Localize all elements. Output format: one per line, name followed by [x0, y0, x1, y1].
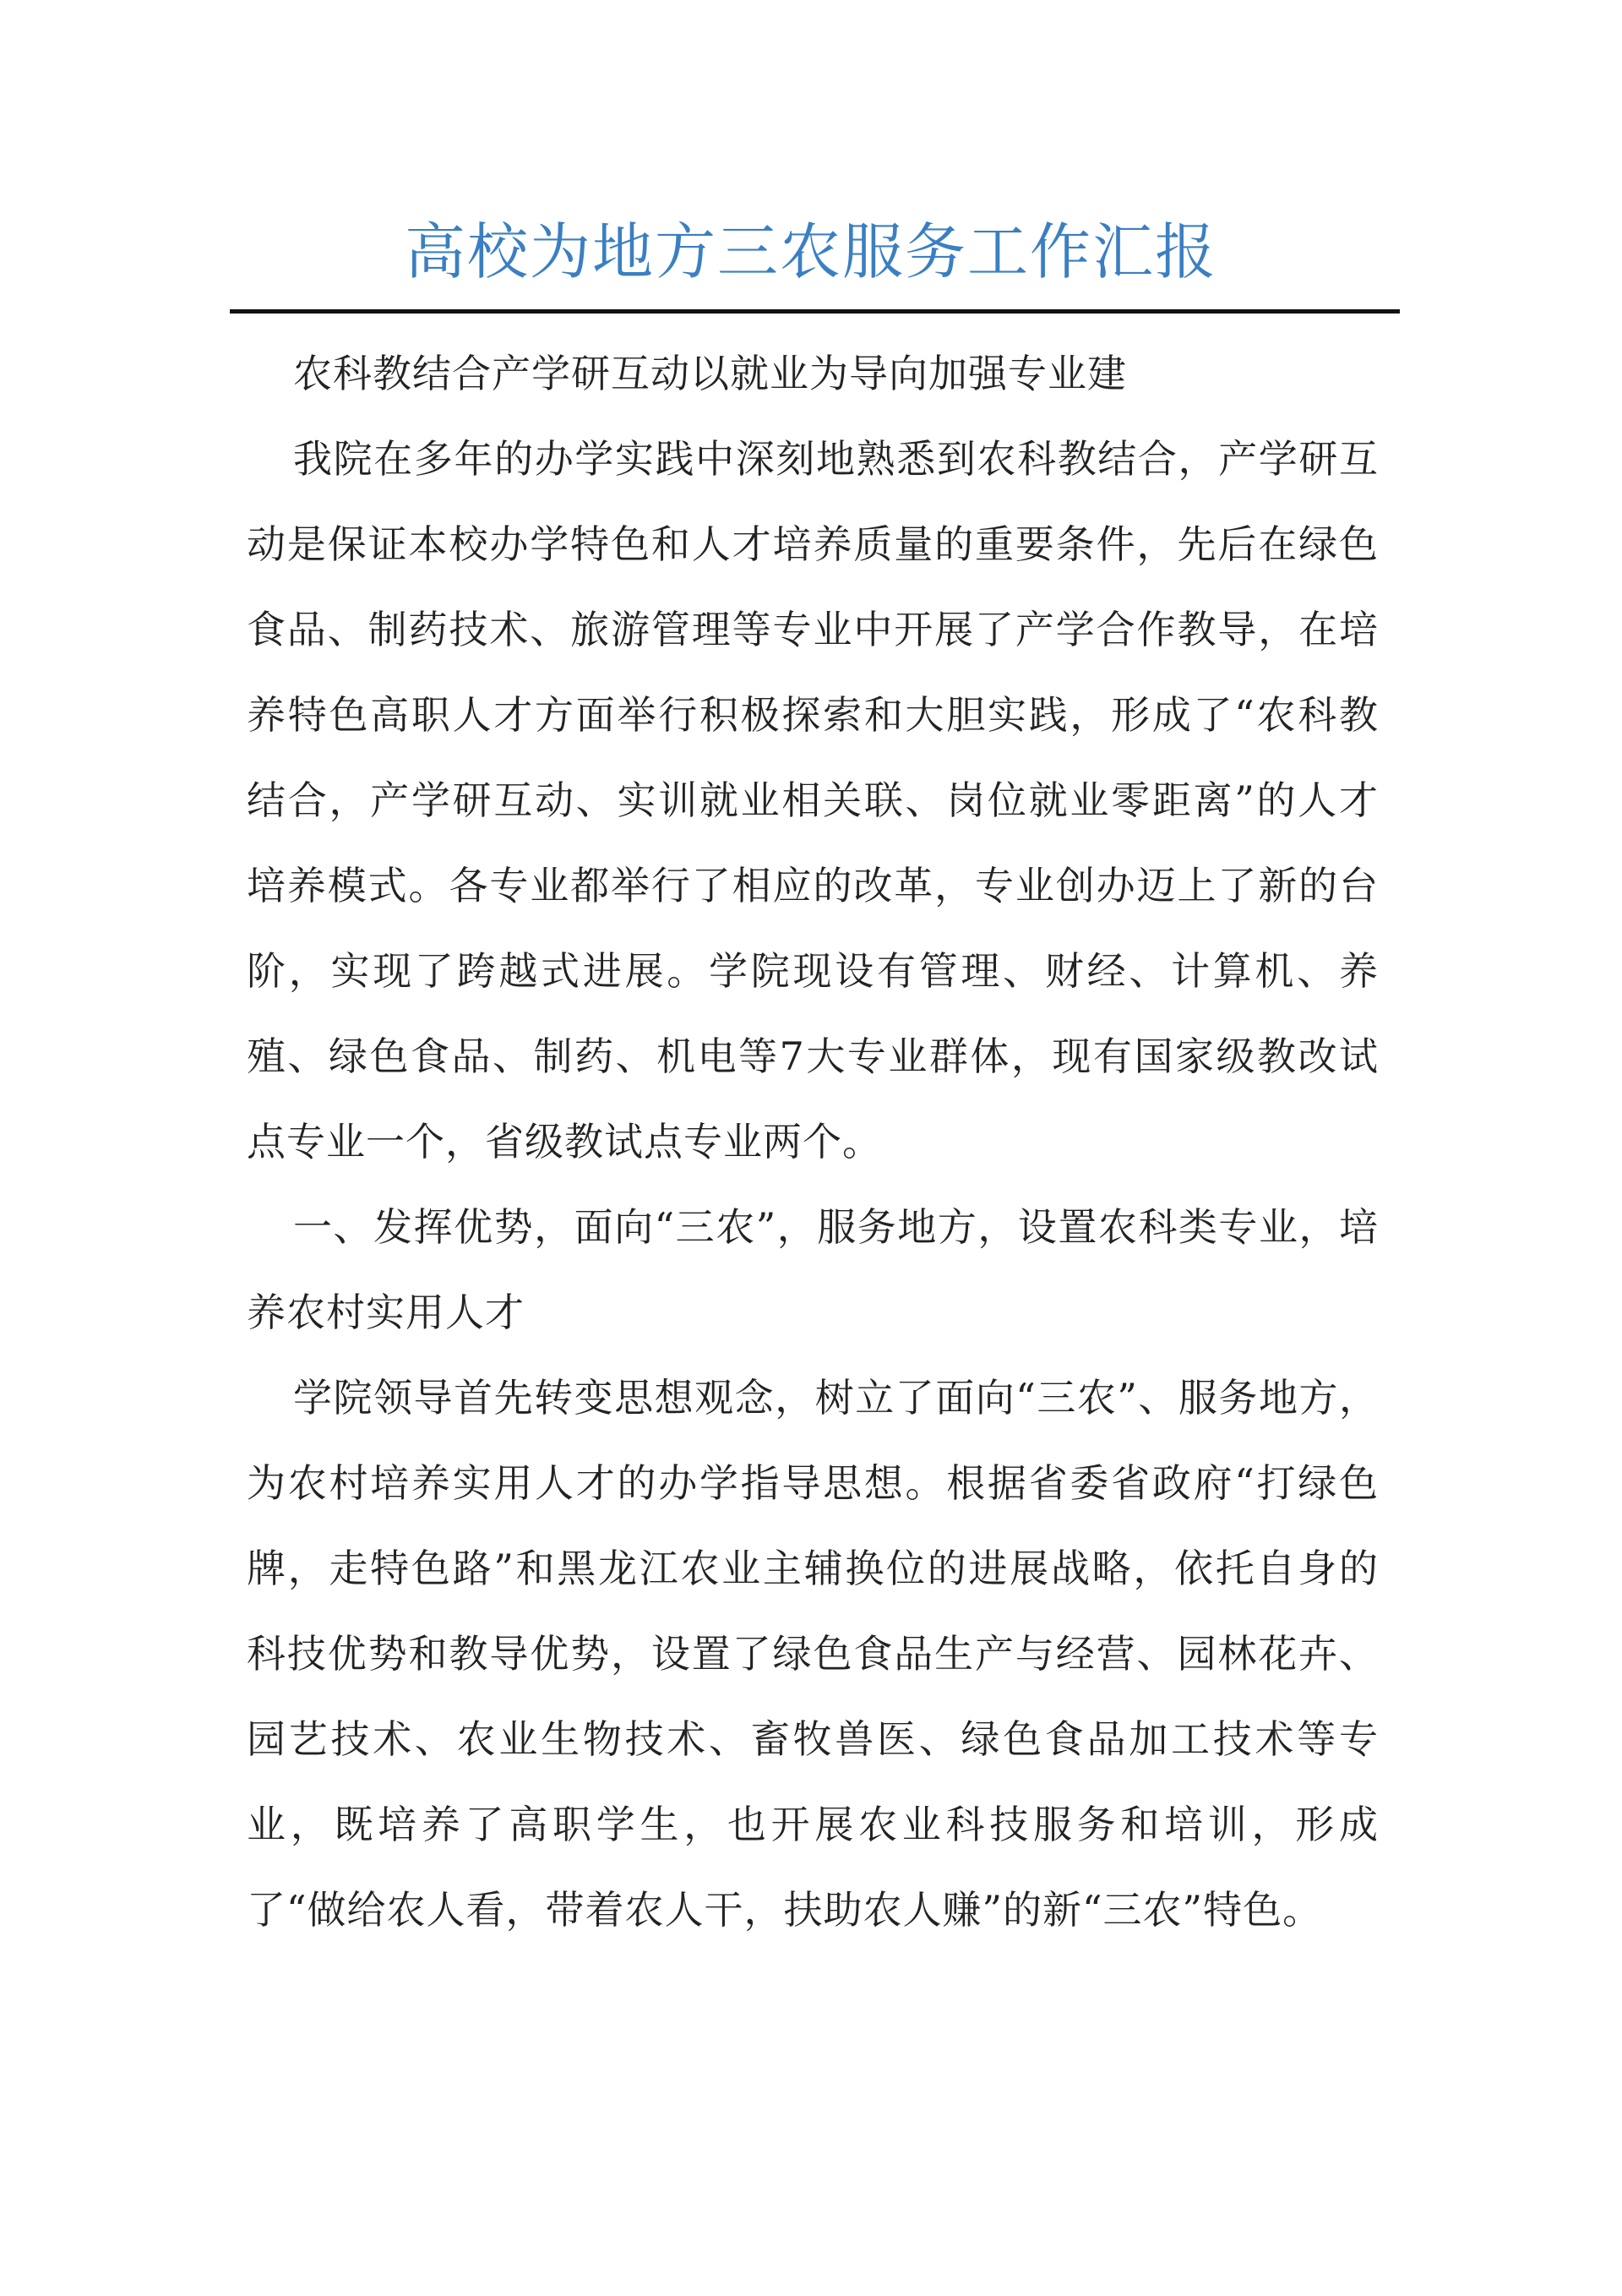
paragraph-subtitle: 农科教结合产学研互动以就业为导向加强专业建 [293, 351, 1127, 396]
paragraph-section-heading: 一、发挥优势，面向“三农”，服务地方，设置农科类专业，培养农村实用人才 [247, 1204, 1379, 1335]
document-body [247, 331, 1379, 1953]
title-divider [230, 309, 1400, 314]
document-title: 高校为地方三农服务工作汇报 [404, 216, 1217, 287]
paragraph-intro: 我院在多年的办学实践中深刻地熟悉到农科教结合，产学研互动是保证本校办学特色和人才培养质量的重要条件，先后在绿色食品、制药技术、旅游管理等专业中开展了产学合作教导，在培养特色高职人才方面举行积极探索和大胆实践，形成了“农科教结合，产学研互动、实训就业相关联、岗位就业零距离”的人才培养模式。各专业都举行了相应的改革，专业创办迈上了新的台阶，实现了跨越式进展。学院现设有管理、财经、计算机、养殖、绿色食品、制药、机电等7大专业群体，现有国家级教改试点专业一个，省级教试点专业两个。 [247, 436, 1379, 1164]
paragraph-section-body: 学院领导首先转变思想观念，树立了面向“三农”、服务地方，为农村培养实用人才的办学指导思想。根据省委省政府“打绿色牌，走特色路”和黑龙江农业主辅换位的进展战略，依托自身的科技优势和教导优势，设置了绿色食品生产与经营、园林花卉、园艺技术、农业生物技术、畜牧兽医、绿色食品加工技术等专业，既培养了高职学生，也开展农业科技服务和培训，形成了“做给农人看，带着农人干，扶助农人赚”的新“三农”特色。 [247, 1375, 1379, 1933]
